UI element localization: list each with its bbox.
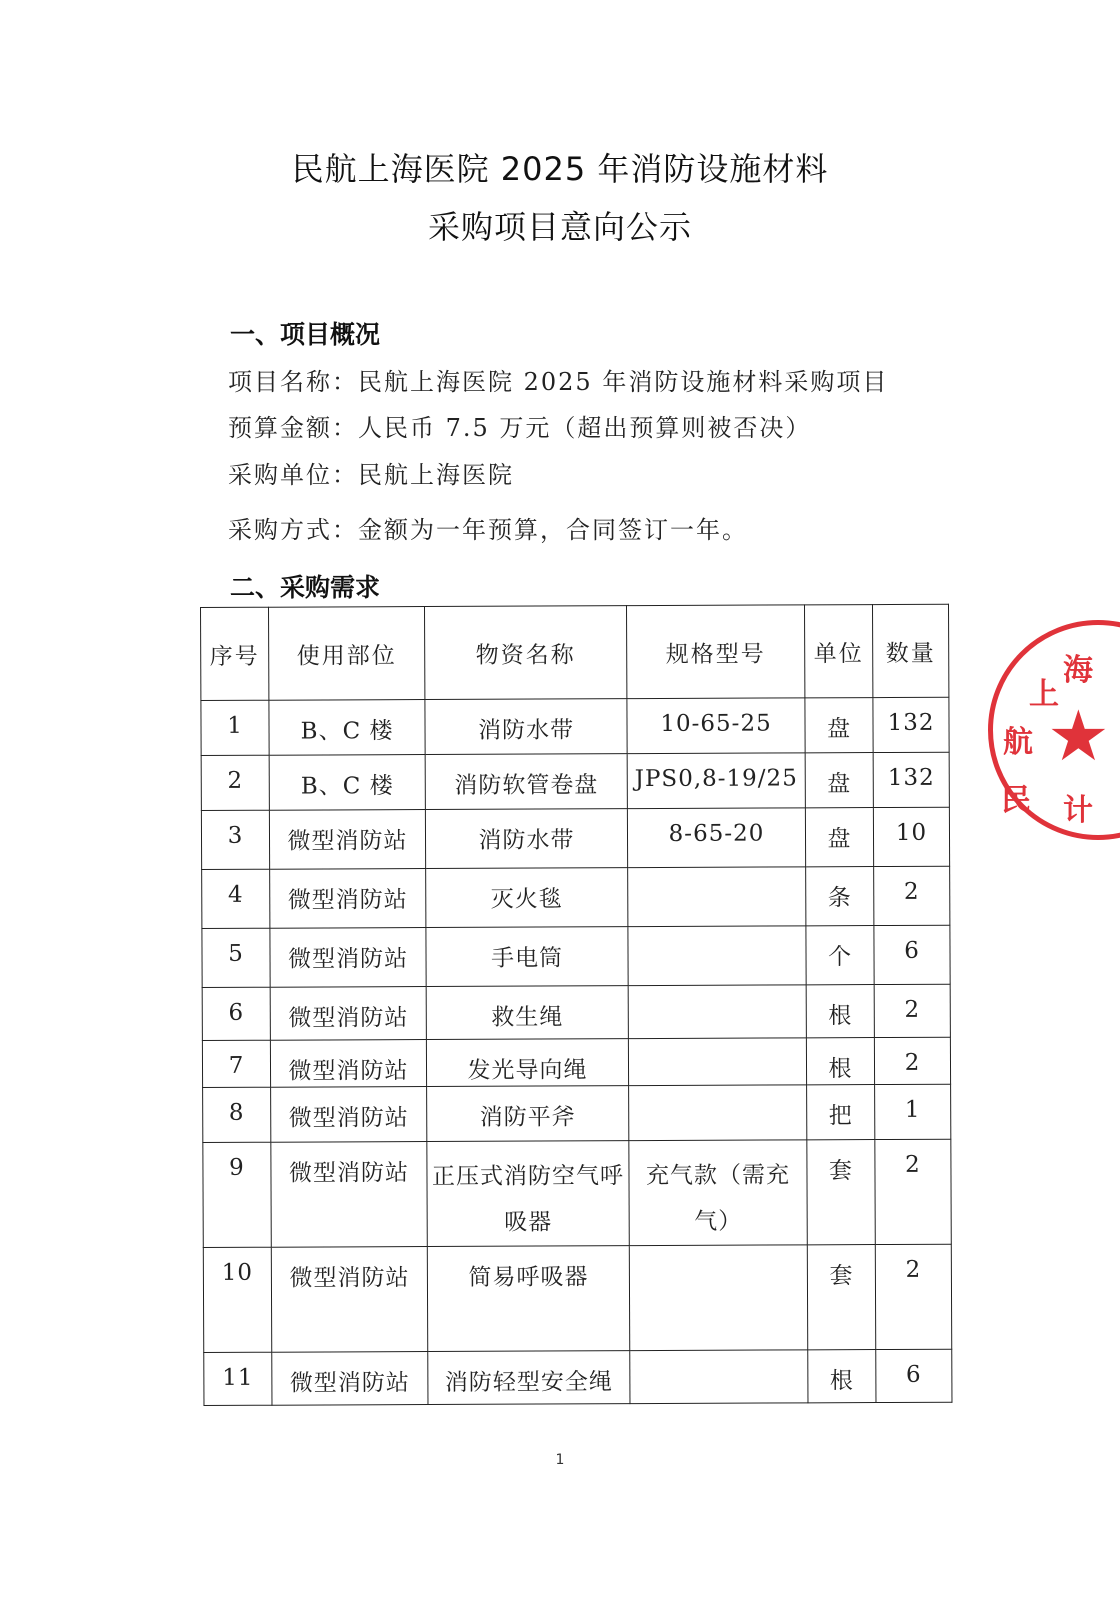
cell-index: 3 [201,810,269,869]
section-heading-requirements: 二、采购需求 [230,573,381,602]
cell-spec [628,985,806,1039]
project-name-value: 民航上海医院 2025 年消防设施材料采购项目 [358,368,889,396]
cell-location: B、C 楼 [269,755,425,811]
project-name-label: 项目名称： [228,368,358,396]
cell-index: 10 [203,1247,271,1352]
cell-item-name: 救生绳 [426,986,628,1040]
cell-location: B、C 楼 [269,700,425,756]
cell-spec: JPS0,8-19/25 [627,753,805,809]
cell-location: 微型消防站 [270,1040,426,1088]
cell-spec [629,1085,807,1141]
table-row [203,1084,951,1142]
cell-index: 9 [203,1142,271,1247]
cell-spec: 10-65-25 [627,698,805,754]
star-icon: ★ [1047,695,1110,777]
budget-line [228,408,811,443]
cell-index: 6 [202,987,270,1040]
cell-unit: 根 [808,1350,876,1403]
table-row [201,752,949,810]
cell-item-name: 发光导向绳 [426,1039,628,1087]
table-row [201,807,949,869]
cell-location: 微型消防站 [272,1352,428,1406]
budget-label: 预算金额： [228,414,358,442]
method-label: 采购方式： [228,516,358,544]
header-unit: 单位 [804,605,872,698]
official-seal-stamp: 海 上 航 民 计 ★ [988,620,1120,840]
cell-location: 微型消防站 [269,810,425,870]
cell-location: 微型消防站 [270,928,426,988]
cell-quantity: 2 [875,1244,951,1349]
purchaser-label: 采购单位： [228,461,358,489]
cell-location: 微型消防站 [271,1087,427,1143]
cell-spec: 8-65-20 [627,808,805,868]
header-quantity: 数量 [872,604,948,697]
project-name-line [228,362,888,397]
purchaser-value: 民航上海医院 [358,461,514,489]
table-row [202,866,950,928]
cell-unit: 盘 [805,808,873,867]
cell-quantity: 132 [873,697,949,752]
table-row [202,925,950,987]
cell-index: 4 [202,869,270,928]
cell-spec [628,1038,806,1086]
cell-index: 2 [201,755,269,810]
table-row [203,1244,951,1352]
cell-unit: 根 [806,1038,874,1085]
cell-index: 8 [203,1087,271,1142]
cell-location: 微型消防站 [271,1247,427,1353]
cell-item-name: 灭火毯 [426,868,628,928]
cell-quantity: 6 [874,925,950,984]
header-index: 序号 [201,607,269,700]
table-row [202,1037,950,1087]
cell-quantity: 132 [873,752,949,807]
table-row [204,1349,952,1405]
header-item-name: 物资名称 [425,606,627,700]
cell-unit: 根 [806,985,874,1038]
cell-item-name: 消防轻型安全绳 [428,1351,630,1405]
cell-quantity: 10 [873,807,949,866]
section-heading-overview: 一、项目概况 [230,320,381,349]
cell-quantity: 2 [875,1139,951,1244]
cell-index: 1 [201,700,269,755]
cell-item-name: 简易呼吸器 [427,1246,629,1352]
method-value: 金额为一年预算，合同签订一年。 [358,516,748,544]
cell-item-name: 消防软管卷盘 [425,754,627,810]
cell-item-name: 手电筒 [426,927,628,987]
table-row [202,984,950,1040]
table-row [201,697,949,755]
cell-quantity: 2 [874,984,950,1037]
cell-quantity: 2 [874,866,950,925]
cell-spec [628,926,806,986]
cell-unit: 套 [807,1140,875,1245]
cell-location: 微型消防站 [271,1142,427,1248]
cell-index: 7 [202,1040,270,1087]
cell-index: 11 [204,1352,272,1405]
cell-unit: 盘 [805,753,873,808]
table-row [203,1139,951,1247]
table-header-row [201,604,949,700]
cell-unit: 盘 [805,698,873,753]
cell-spec [629,1245,807,1351]
cell-unit: 条 [806,867,874,926]
cell-quantity: 2 [874,1037,950,1084]
cell-spec: 充气款（需充气） [629,1140,807,1246]
cell-quantity: 1 [875,1084,951,1139]
cell-unit: 套 [807,1245,875,1350]
purchaser-line [228,455,514,490]
cell-location: 微型消防站 [270,869,426,929]
cell-index: 5 [202,928,270,987]
cell-unit: 把 [807,1085,875,1140]
cell-location: 微型消防站 [270,987,426,1041]
cell-item-name: 消防水带 [425,699,627,755]
document-title-line1: 民航上海医院 2025 年消防设施材料 [291,150,829,188]
header-location: 使用部位 [269,607,425,701]
cell-spec [628,867,806,927]
method-line [228,510,748,545]
cell-item-name: 消防水带 [425,809,627,869]
document-title-line2: 采购项目意向公示 [427,208,692,246]
requirements-table [200,604,952,1406]
cell-quantity: 6 [876,1349,952,1402]
cell-item-name: 消防平斧 [427,1086,629,1142]
cell-spec [630,1350,808,1404]
cell-unit: 个 [806,926,874,985]
budget-value: 人民币 7.5 万元（超出预算则被否决） [358,414,812,442]
cell-item-name: 正压式消防空气呼吸器 [427,1141,629,1247]
header-spec: 规格型号 [626,605,804,699]
page-number: 1 [555,1452,565,1468]
